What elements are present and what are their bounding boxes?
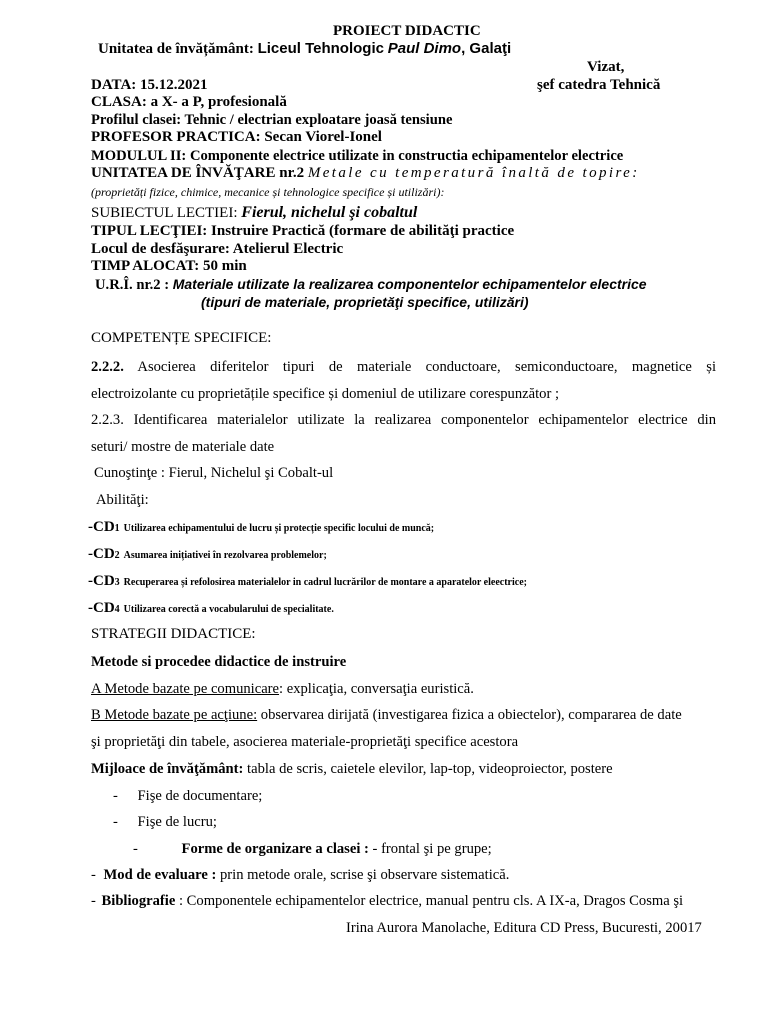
time-line: TIMP ALOCAT: 50 min xyxy=(91,258,247,274)
list-dash: - xyxy=(91,867,96,883)
cd-text: Asumarea inițiativei în rezolvarea problemelor xyxy=(123,550,324,561)
cd-prefix: -CD xyxy=(88,546,115,562)
lesson-subject-line xyxy=(91,205,417,221)
cd-end: ; xyxy=(430,523,435,534)
cd-end: ; xyxy=(323,550,327,561)
cd-end: ; xyxy=(523,577,527,588)
teacher-line: PROFESOR PRACTICA: Secan Viorel-Ionel xyxy=(91,129,382,145)
learning-unit-label: UNITATEA DE ÎNVĂŢARE nr.2 xyxy=(91,165,305,181)
abilities-label: Abilităţi: xyxy=(96,492,149,508)
cd-number: 2 xyxy=(114,550,120,561)
competence-222-text: Asocierea diferitelor tipuri de materiale conductoare, semiconductoare, magnetice și xyxy=(137,359,716,375)
cd-number: 3 xyxy=(114,577,120,588)
class-line: CLASA: a X- a P, profesională xyxy=(91,94,287,110)
methods-a-text: : explicaţia, conversaţia euristică. xyxy=(279,681,474,697)
competence-223-text: 2.2.3. Identificarea materialelor utilizate la realizarea componentelor echipamentelor electrice din xyxy=(91,412,716,428)
competence-223-line2: seturi/ mostre de materiale date xyxy=(91,439,275,455)
list-dash: - xyxy=(133,841,138,857)
evaluation-line xyxy=(91,868,509,883)
uri-subtext: (tipuri de materiale, proprietăţi specifice, utilizări) xyxy=(201,294,529,310)
list-dash: - xyxy=(91,893,96,909)
cd-number: 1 xyxy=(114,523,120,534)
school-city: , Galaţi xyxy=(461,40,512,57)
date-line: DATA: 15.12.2021 xyxy=(91,77,208,93)
teaching-means-label: Mijloace de învăţământ: xyxy=(91,761,244,777)
module-label: MODULUL II: xyxy=(91,148,187,164)
bibliography-line2: Irina Aurora Manolache, Editura CD Press, Bucuresti, 20017 xyxy=(346,920,702,936)
learning-unit-text: Metale cu temperatură înaltă de topire: xyxy=(307,165,640,181)
uri-text: Materiale utilizate la realizarea componentelor echipamentelor electrice xyxy=(172,276,647,292)
profile-line: Profilul clasei: Tehnic / electrian exploatare joasă tensiune xyxy=(91,112,453,128)
work-sheets: Fişe de lucru; xyxy=(137,814,217,830)
cd-item xyxy=(88,519,434,535)
competence-223-line1 xyxy=(91,413,716,428)
learning-unit-note: (proprietăți fizice, chimice, mecanice și tehnologice specifice și utilizări): xyxy=(91,185,445,199)
lesson-subject-label: SUBIECTUL LECTIEI: xyxy=(91,205,238,221)
cd-text: Utilizarea echipamentului de lucru și protecție specific locului de muncă xyxy=(123,523,431,534)
cd-number: 4 xyxy=(114,604,120,615)
cd-prefix: -CD xyxy=(88,600,115,616)
evaluation-text: prin metode orale, scrise şi observare sistematică. xyxy=(216,867,510,883)
location-line: Locul de desfăşurare: Atelierul Electric xyxy=(91,241,344,257)
cd-prefix: -CD xyxy=(88,573,115,589)
learning-unit-line xyxy=(91,166,640,181)
uri-line xyxy=(95,277,647,293)
school-line xyxy=(98,41,511,57)
cd-item xyxy=(88,573,527,589)
methods-b-line xyxy=(91,708,682,723)
school-label: Unitatea de învățământ: xyxy=(98,41,254,57)
cd-item xyxy=(88,600,334,616)
cd-text: Recuperarea și refolosirea materialelor in cadrul lucrărilor de montare a aparatelor eleectrice xyxy=(123,577,524,588)
lesson-subject-text: Fierul, nichelul şi cobaltul xyxy=(241,204,418,221)
module-line xyxy=(91,149,623,164)
list-item xyxy=(113,815,217,830)
list-dash: - xyxy=(113,814,118,830)
uri-label: U.R.Î. nr.2 : xyxy=(95,277,170,293)
methods-b-text: observarea dirijată (investigarea fizica a obiectelor), compararea de date xyxy=(257,707,682,723)
school-name-italic: Paul Dimo xyxy=(387,40,462,57)
methods-b-label: B Metode bazate pe acţiune: xyxy=(91,707,258,723)
organization-text: - frontal şi pe grupe; xyxy=(368,841,492,857)
organization-line xyxy=(133,842,492,857)
bibliography-label: Bibliografie xyxy=(101,893,176,909)
list-item xyxy=(113,789,262,804)
cd-item xyxy=(88,546,327,562)
lesson-type-line: TIPUL LECŢIEI: Instruire Practică (formare de abilităţi practice xyxy=(91,223,515,239)
strategies-heading: STRATEGII DIDACTICE: xyxy=(91,626,256,642)
methods-a-label: A Metode bazate pe comunicare xyxy=(91,681,280,697)
cd-text: Utilizarea corectă a vocabularului de specialitate xyxy=(123,604,332,615)
methods-b-line2: şi proprietăţi din tabele, asocierea materiale-proprietăţi specifice acestora xyxy=(91,734,519,750)
methods-heading: Metode si procedee didactice de instruire xyxy=(91,654,347,670)
competence-222-line1 xyxy=(91,360,716,375)
competence-222-code: 2.2.2. xyxy=(91,359,124,375)
competence-222-line2: electroizolante cu proprietățile specifice și domeniul de utilizare corespunzător ; xyxy=(91,386,560,402)
cd-prefix: -CD xyxy=(88,519,115,535)
head-of-department: şef catedra Tehnică xyxy=(537,77,661,93)
knowledge-line: Cunoştinţe : Fierul, Nichelul şi Cobalt-ul xyxy=(94,465,334,481)
teaching-means-text: tabla de scris, caietele elevilor, lap-top, videoproiector, postere xyxy=(243,761,613,777)
module-text: Componente electrice utilizate in constructia echipamentelor electrice xyxy=(189,148,624,164)
evaluation-label: Mod de evaluare : xyxy=(103,867,217,883)
vizat-label: Vizat, xyxy=(587,59,625,75)
bibliography-line xyxy=(91,894,683,909)
bibliography-text: : Componentele echipamentelor electrice, manual pentru cls. A IX-a, Dragos Cosma şi xyxy=(175,893,684,909)
methods-a-line xyxy=(91,682,474,697)
doc-sheets: Fişe de documentare; xyxy=(137,788,263,804)
competences-heading: COMPETENȚE SPECIFICE: xyxy=(91,330,272,346)
school-name: Liceul Tehnologic xyxy=(257,40,384,57)
organization-label: Forme de organizare a clasei : xyxy=(181,841,369,857)
document-title: PROIECT DIDACTIC xyxy=(333,23,481,39)
list-dash: - xyxy=(113,788,118,804)
cd-end: . xyxy=(331,604,334,615)
teaching-means-line xyxy=(91,762,613,777)
